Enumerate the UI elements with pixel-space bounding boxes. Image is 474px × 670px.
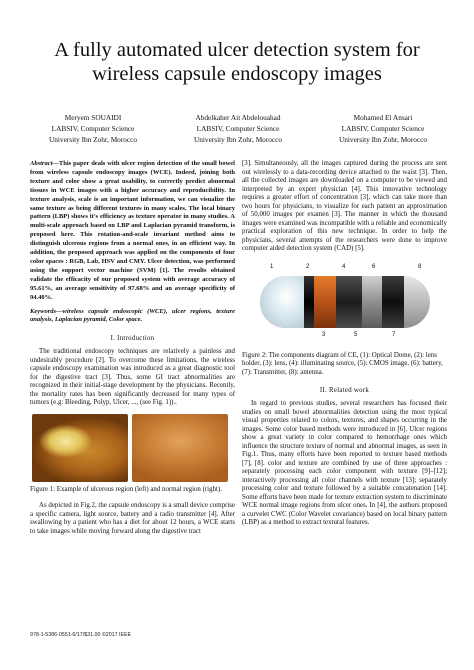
normal-region-image	[132, 414, 228, 482]
optical-dome	[260, 276, 304, 328]
author-institution: University Ibn Zohr, Morocco	[193, 135, 283, 144]
transmitter	[382, 276, 404, 328]
paper-title: A fully automated ulcer detection system for wireless capsule endoscopy images	[54, 39, 420, 85]
figure-2-caption: Figure 2: The components diagram of CE, (1): Optical Dome, (2): lens holder, (3): lens, (4): illuminating source, (5): CMOS image, (6): battery, (7): Transmitter, (8): antenna.	[242, 351, 443, 376]
copyright-footer: 978-1-5386-0551-6/17/$31.00 ©2017 IEEE	[30, 632, 132, 638]
right-column	[242, 160, 447, 528]
lens-holder	[304, 276, 314, 328]
capsule-label: 1	[270, 263, 274, 270]
author-block-2	[163, 112, 313, 145]
author-name: Abdelkaher Ait Abdelouahad	[195, 113, 281, 122]
capsule-label: 3	[322, 331, 326, 338]
abstract-text: —This paper deals with ulcer region detection of the small bowel from wireless capsule endoscopy images (WCE). Indeed, joining both texture and color show a great usability, to correctly predict abnormal tissues in WCE images with a higher accuracy and reproducibility. In texture analysis, scale is an important information, we can visualize the same texture as being different textures in many scales. The local binary pattern (LBP) shows it's efficiency as texture operator in many studies. A multi-scale approach based on LBP and Laplacian pyramid transform, is proposed here. This rotation-and-scale invariant method aims to distinguish ulcerous regions from a normal ones, in an efficient way. In addition, the proposed approach was applied on the components of four color spaces : RGB, Lab, HSV and CMY. Ulcer detection, was performed using the support vector machine (SVM) [1]. The results obtained validate the efficacity of our proposed system with average accuracy of 95.61%, an average sensitivity of 97.68% and an average specificity of 94.40%.	[30, 160, 235, 301]
abstract	[30, 160, 235, 303]
illuminating-source	[314, 276, 336, 328]
keywords: Keywords—wireless capsule endoscopic (WCE), ulcer regions, texture analysis, Laplacian pyramid, Color space.	[30, 307, 235, 324]
author-affiliation: LABSIV, Computer Science	[196, 124, 280, 133]
right-paragraph-1: [3]. Simultaneously, all the images captured during the process are sent out wirelessly to a data-recording device attached to the waist [3]. Then, all the collected images are downloaded on a computer to be viewed and interpreted by an expert physician [4]. This innovative technology requires a greater effort of concentration [3], which can take more than two hours for physicians, to visualize for each patient an approximation of 50,000 images per examen [3]. The manner in which the thousand images were examined was incompatible with a reliable and economically practical exploration of this new technique. In order to help the physicians, several attempts of the researchers were done to improve computer aided detection system (CAD) [5].	[242, 160, 447, 252]
cmos-image	[336, 276, 362, 328]
related-paragraph-1: In regard to previous studies, several researchers has focused their studies on small bowel abnormalities detection using the most typical visual properties related to colors, textures, and shapes occurring in the images. Some color based methods were introduced in [6]. Ulcer regions show a great variety in color compared to hemorrhage ones which influence the structure texture of normal and abnormal images, as seen in Fig.1. Thus, many efforts have been reported to texture based methods [7], [8]. color and texture are combined by use of three approaches : separately processing each color component with texture [9]–[12]; interactively processing all color channels with texture [13]; separately processing color and texture followed by a suitable concatenation [14]. Some efforts have been made for texture extraction system to discriminate WCE normal image regions from ulcer ones. In [4], the authors proposed a curvelet CWC (Color Wavelet covariance) based on local binary pattern (LBP) as a method to extract textural features.	[242, 400, 447, 526]
capsule-label: 2	[306, 263, 310, 270]
capsule-label: 4	[342, 263, 346, 270]
author-name: Mohamed El Ansari	[353, 113, 413, 122]
capsule-label: 7	[392, 331, 396, 338]
capsule-label: 5	[354, 331, 358, 338]
section-heading-introduction: I. Introduction	[110, 335, 155, 343]
author-affiliation: LABSIV, Computer Science	[51, 124, 135, 133]
section-heading-related-work: II. Related work	[319, 387, 370, 394]
author-affiliation: LABSIV, Computer Science	[341, 124, 425, 133]
author-block-3	[308, 112, 458, 145]
capsule-label: 8	[418, 263, 422, 270]
capsule-label: 6	[372, 263, 376, 270]
left-column	[30, 160, 235, 536]
intro-paragraph-2: As depicted in Fig.2, the capsule endoscopy is a small device comprise a specific camera, light source, battery and a radio transmitter [4]. After swallowing by a patient who has a diet for about 12 hours, a WCE starts to take images while moving forward along the digestive tract	[30, 502, 235, 535]
figure-1	[32, 414, 235, 482]
intro-paragraph-1: The traditional endoscopy techniques are relatively a painless and undesirably procedure [2]. To overcome these limitations, the wireless capsule endoscopy examination was introduced as a great diagnostic tool for the digestive tract [3]. Thus, some GI tract abnormalities are recognized in their initial-stage development by the physicians. Recently, the mortality rates has been significantly decreased for many types of tumors (e.g: Bleeding, Polyp, Ulcer, ..., (see Fig. 1))..	[30, 348, 235, 407]
figure-2-capsule-diagram	[242, 262, 447, 346]
author-block-1	[18, 112, 168, 145]
abstract-label: Abstract	[30, 160, 53, 167]
figure-1-caption: Figure 1: Example of ulcerous region (left) and normal region (right).	[30, 485, 222, 493]
author-name: Meryem SOUAIDI	[64, 113, 122, 122]
author-institution: University Ibn Zohr, Morocco	[338, 135, 428, 144]
battery	[362, 276, 382, 328]
author-institution: University Ibn Zohr, Morocco	[48, 135, 138, 144]
ulcer-region-image	[32, 414, 128, 482]
